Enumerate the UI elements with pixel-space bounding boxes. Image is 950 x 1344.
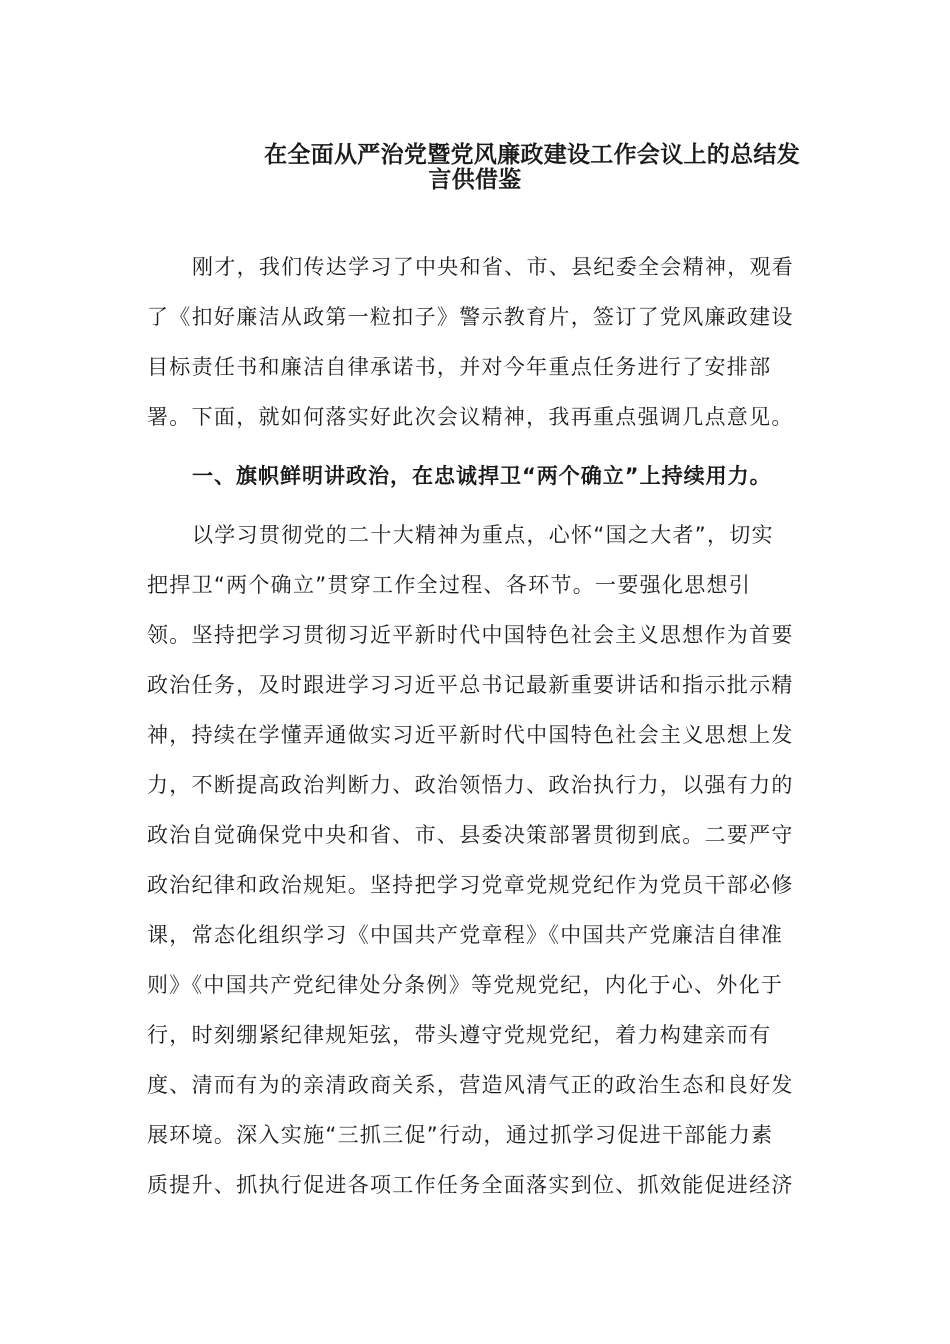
paragraph-line: 政治自觉确保党中央和省、市、县委决策部署贯彻到底。二要严守 (147, 823, 794, 847)
paragraph-line: 则》《中国共产党纪律处分条例》等党规党纪，内化于心、外化于 (147, 973, 784, 997)
paragraph-line: 政治纪律和政治规矩。坚持把学习党章党规党纪作为党员干部必修 (147, 873, 794, 897)
paragraph-line: 把捍卫“两个确立”贯穿工作全过程、各环节。一要强化思想引 (147, 573, 752, 597)
paragraph-line: 度、清而有为的亲清政商关系，营造风清气正的政治生态和良好发 (147, 1073, 794, 1097)
paragraph-line: 以学习贯彻党的二十大精神为重点，心怀“国之大者”，切实 (192, 523, 774, 547)
intro-line: 了《扣好廉洁从政第一粒扣子》警示教育片，签订了党风廉政建设 (147, 305, 794, 329)
paragraph-line: 神，持续在学懂弄通做实习近平新时代中国特色社会主义思想上发 (147, 723, 794, 747)
intro-line: 署。下面，就如何落实好此次会议精神，我再重点强调几点意见。 (147, 405, 794, 429)
paragraph-line: 展环境。深入实施“三抓三促”行动，通过抓学习促进干部能力素 (147, 1123, 774, 1147)
paragraph-line: 质提升、抓执行促进各项工作任务全面落实到位、抓效能促进经济 (147, 1173, 794, 1197)
paragraph-line: 行，时刻绷紧纪律规矩弦，带头遵守党规党纪，着力构建亲而有 (147, 1023, 772, 1047)
intro-line: 目标责任书和廉洁自律承诺书，并对今年重点任务进行了安排部 (147, 355, 772, 379)
paragraph-line: 政治任务，及时跟进学习习近平总书记最新重要讲话和指示批示精 (147, 673, 794, 697)
paragraph-line: 力，不断提高政治判断力、政治领悟力、政治执行力，以强有力的 (147, 773, 794, 797)
intro-paragraph (147, 242, 807, 442)
section-1-paragraph (147, 510, 807, 1210)
paragraph-line: 课，常态化组织学习《中国共产党章程》《中国共产党廉洁自律准 (147, 923, 784, 947)
document-title-line-1: 在全面从严治党暨党风廉政建设工作会议上的总结发 (264, 142, 800, 168)
intro-line: 刚才，我们传达学习了中央和省、市、县纪委全会精神，观看 (192, 255, 795, 279)
paragraph-line: 领。坚持把学习贯彻习近平新时代中国特色社会主义思想作为首要 (147, 623, 794, 647)
section-1-heading: 一、旗帜鲜明讲政治，在忠诚捍卫“两个确立”上持续用力。 (192, 464, 772, 488)
document-title-line-2: 言供借鉴 (428, 167, 522, 193)
